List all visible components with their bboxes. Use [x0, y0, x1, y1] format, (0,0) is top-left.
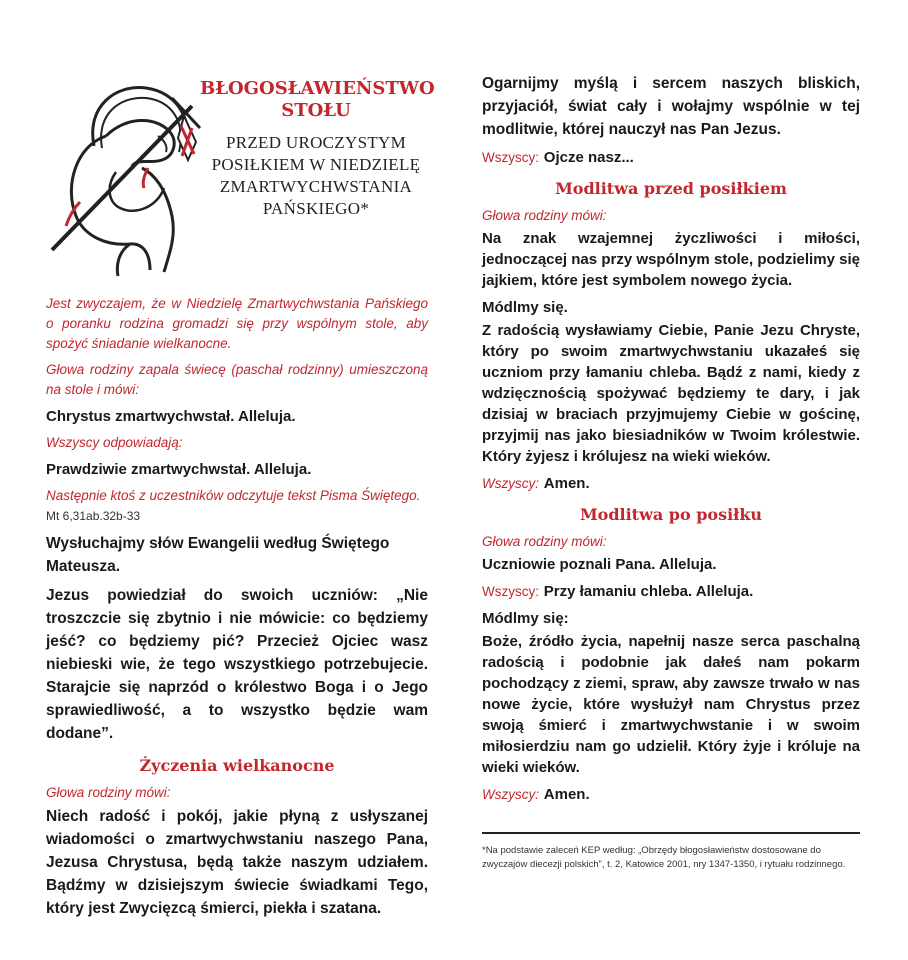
gospel-intro: Wysłuchajmy słów Ewangelii według Świętego Mateusza. — [46, 535, 390, 575]
page-subtitle: PRZED UROCZYSTYM POSIŁKIEM W NIEDZIELĘ ZMARTWYCHWSTANIA PAŃSKIEGO* — [211, 133, 421, 218]
gospel-text: Jezus powiedział do swoich uczniów: „Nie troszczcie się zbytnio i nie mówicie: co będziemy jeść? co będziemy pić? Przecież Ojciec wasz niebieski wie, że tego wszystkiego potrzebujecie. Starajcie się naprzód o królestwo Boga i o Jego sprawiedliwość, a to wszystko będzie wam dodane”. — [46, 587, 428, 742]
all-response-line — [482, 581, 860, 602]
instruction-response: Wszyscy odpowiadają: — [46, 435, 183, 450]
amen-line — [482, 473, 860, 494]
heading-prayer-before-meal: Modlitwa przed posiłkiem — [555, 179, 787, 198]
all-label: Wszyscy: — [482, 150, 539, 165]
lords-prayer: Ojcze nasz... — [543, 149, 634, 166]
instruction-head-speaks: Głowa rodziny mówi: — [482, 534, 607, 549]
breaking-bread-response: Przy łamaniu chleba. Alleluja. — [543, 583, 754, 600]
easter-wishes-text: Niech radość i pokój, jakie płyną z usłyszanej wiadomości o zmartwychwstaniu naszego Pana, Jezusa Chrystusa, będą także naszym udziałem. Bądźmy w dzisiejszym świecie świadkami Tego, który jest Zwycięzcą śmierci, piekła i szatana. — [46, 808, 428, 917]
paschal-lamb-icon — [46, 76, 206, 284]
instruction-head-speaks: Głowa rodziny mówi: — [46, 785, 171, 800]
all-label: Wszyscy: — [482, 584, 539, 599]
amen-line — [482, 784, 860, 805]
left-column — [46, 294, 428, 926]
let-us-pray: Módlmy się. — [482, 299, 568, 316]
title-block — [200, 78, 435, 220]
all-label: Wszyscy: — [482, 787, 539, 802]
egg-sharing-text: Na znak wzajemnej życzliwości i miłości, jednoczącej nas przy wspólnym stole, podzielimy się jajkiem, które jest symbolem nowego życia. — [482, 230, 860, 289]
all-label: Wszyscy: — [482, 476, 539, 491]
let-us-pray: Módlmy się: — [482, 610, 569, 627]
prayer-before-meal-text: Z radością wysławiamy Ciebie, Panie Jezu Chryste, który po swoim zmartwychwstaniu ukazałeś się uczniom przy łamaniu chleba. Bądź z nami, kiedy z wdzięcznością spożywać będziemy te dary, i jak dzisiaj w braciach przyjmujemy Ciebie w gościnę, przyjmij nas jako biesiadników w Twoim królestwie. Który żyjesz i królujesz na wieki wieków. — [482, 322, 860, 465]
amen: Amen. — [543, 786, 590, 803]
page-title: BŁOGOSŁAWIEŃSTWO STOŁU — [200, 78, 435, 121]
footnote: *Na podstawie zaleceń KEP według: „Obrzędy błogosławieństw dostosowane do zwyczajów diecezji polskich”, t. 2, Katowice 2001, nry 1347-1350, i rytuału rodzinnego. — [482, 845, 846, 870]
intro-text: Jest zwyczajem, że w Niedzielę Zmartwychwstania Pańskiego o poranku rodzina gromadzi się przy wspólnym stole, aby spożyć śniadanie wielkanocne. — [46, 296, 428, 351]
lords-prayer-line — [482, 147, 860, 168]
scripture-reference: Mt 6,31ab.32b-33 — [46, 509, 141, 523]
prayer-after-meal-text: Boże, źródło życia, napełnij nasze serca paschalną radością i podobnie jak dałeś nam pokarm pochodzący z ziemi, spraw, aby zawsze trwało w nas nowe życie, które wysłużył nam Chrystus przez swoją śmierć i zmartwychwstanie i w swoim miłosierdziu nam go udzielił. Który żyje i króluje na wieki wieków. — [482, 633, 860, 776]
amen: Amen. — [543, 475, 590, 492]
disciples-line: Uczniowie poznali Pana. Alleluja. — [482, 556, 717, 573]
instruction-head-speaks: Głowa rodziny mówi: — [482, 208, 607, 223]
instruction-reading: Następnie ktoś z uczestników odczytuje tekst Pisma Świętego. — [46, 488, 421, 503]
instruction-candle: Głowa rodziny zapala świecę (paschał rodzinny) umieszczoną na stole i mówi: — [46, 362, 428, 397]
response-line: Prawdziwie zmartwychwstał. Alleluja. — [46, 461, 312, 478]
heading-prayer-after-meal: Modlitwa po posiłku — [579, 505, 763, 524]
footnote-divider — [482, 832, 860, 834]
heading-easter-wishes: Życzenia wielkanocne — [139, 756, 335, 775]
intercession-text: Ogarnijmy myślą i sercem naszych bliskich, przyjaciół, świat cały i wołajmy wspólnie w tej modlitwie, której nauczył nas Pan Jezus. — [482, 75, 860, 138]
right-column — [482, 72, 860, 811]
greeting-line: Chrystus zmartwychwstał. Alleluja. — [46, 408, 296, 425]
